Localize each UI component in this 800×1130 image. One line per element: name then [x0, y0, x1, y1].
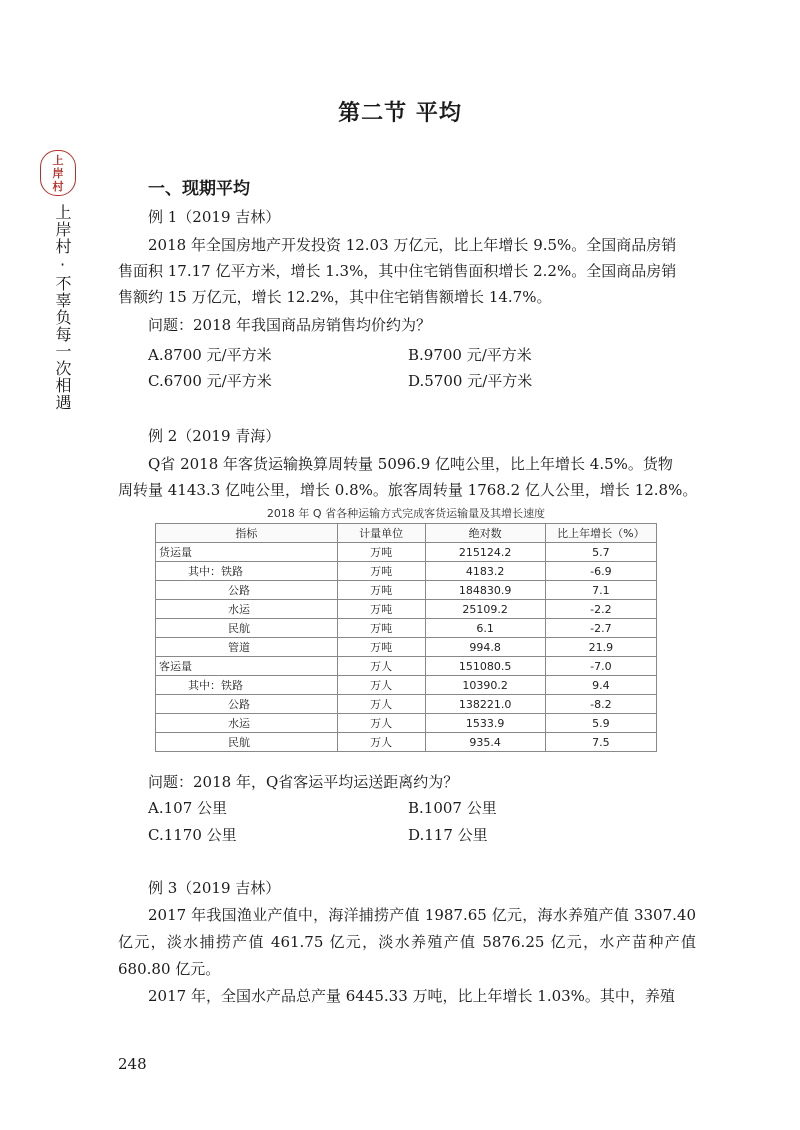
page-number: 248: [118, 1055, 147, 1073]
row-value: 6.1: [425, 619, 545, 638]
table-row: [156, 638, 657, 657]
seal-logo: [40, 150, 76, 196]
row-value: 215124.2: [425, 543, 545, 562]
row-name: 公路: [156, 581, 338, 600]
example-3-paragraph: 2017 年，全国水产品总产量 6445.33 万吨，比上年增长 1.03%。其中，养殖: [148, 987, 675, 1005]
table-row: [156, 562, 657, 581]
row-unit: 万人: [337, 733, 425, 752]
option-c: C.6700 元/平方米: [148, 372, 272, 390]
row-unit: 万吨: [337, 600, 425, 619]
table-header: 指标: [156, 524, 338, 543]
row-name: 水运: [156, 714, 338, 733]
table-row: [156, 714, 657, 733]
row-growth: 7.5: [545, 733, 656, 752]
row-name: 客运量: [156, 657, 338, 676]
row-name: 其中：铁路: [156, 676, 338, 695]
row-name: 公路: [156, 695, 338, 714]
row-unit: 万人: [337, 695, 425, 714]
example-1-question: 问题：2018 年我国商品房销售均价约为？: [148, 316, 431, 334]
table-row: [156, 543, 657, 562]
seal-char: 村: [52, 179, 64, 193]
example-2-line: Q省 2018 年客货运输换算周转量 5096.9 亿吨公里，比上年增长 4.5%。货物: [148, 455, 673, 473]
example-1-label: 例 1（2019 吉林）: [148, 208, 281, 226]
option-a: A.107 公里: [148, 799, 227, 817]
option-a: A.8700 元/平方米: [148, 346, 272, 364]
example-3-label: 例 3（2019 吉林）: [148, 879, 281, 897]
row-growth: -8.2: [545, 695, 656, 714]
example-3-paragraph: 2017 年我国渔业产值中，海洋捕捞产值 1987.65 亿元，海水养殖产值 3307.40 亿元，淡水捕捞产值 461.75 亿元，淡水养殖产值 5876.25 亿元，水产苗种产值 680.80 亿元。: [118, 906, 696, 978]
row-value: 25109.2: [425, 600, 545, 619]
example-2-question: 问题：2018 年，Q省客运平均运送距离约为？: [148, 773, 459, 791]
option-b: B.9700 元/平方米: [408, 346, 532, 364]
example-1-line: 售面积 17.17 亿平方米，增长 1.3%，其中住宅销售面积增长 2.2%。全国商品房销: [118, 262, 677, 280]
row-growth: 9.4: [545, 676, 656, 695]
example-2-label: 例 2（2019 青海）: [148, 427, 281, 445]
page-title: 第二节 平均: [338, 101, 462, 126]
row-growth: -2.2: [545, 600, 656, 619]
row-unit: 万人: [337, 714, 425, 733]
row-growth: -2.7: [545, 619, 656, 638]
row-value: 10390.2: [425, 676, 545, 695]
sidebar-slogan: 上岸村·不辜负每一次相遇: [53, 204, 72, 411]
row-unit: 万吨: [337, 619, 425, 638]
option-d: D.5700 元/平方米: [408, 372, 533, 390]
row-unit: 万人: [337, 657, 425, 676]
row-name: 其中：铁路: [156, 562, 338, 581]
row-growth: -6.9: [545, 562, 656, 581]
row-value: 935.4: [425, 733, 545, 752]
option-d: D.117 公里: [408, 826, 488, 844]
table-header-row: [156, 524, 657, 543]
table-row: [156, 733, 657, 752]
row-growth: -7.0: [545, 657, 656, 676]
row-value: 151080.5: [425, 657, 545, 676]
row-unit: 万吨: [337, 562, 425, 581]
row-growth: 5.7: [545, 543, 656, 562]
table-row: [156, 695, 657, 714]
transport-table: [155, 523, 657, 752]
example-2-line: 周转量 4143.3 亿吨公里，增长 0.8%。旅客周转量 1768.2 亿人公里，增长 12.8%。: [118, 481, 698, 499]
table-header: 计量单位: [337, 524, 425, 543]
row-name: 民航: [156, 733, 338, 752]
example-1-line: 2018 年全国房地产开发投资 12.03 万亿元，比上年增长 9.5%。全国商品房销: [148, 236, 677, 254]
table-caption: 2018 年 Q 省各种运输方式完成客货运输量及其增长速度: [266, 507, 546, 520]
row-unit: 万人: [337, 676, 425, 695]
row-growth: 7.1: [545, 581, 656, 600]
row-growth: 21.9: [545, 638, 656, 657]
row-value: 4183.2: [425, 562, 545, 581]
table-header: 绝对数: [425, 524, 545, 543]
row-value: 138221.0: [425, 695, 545, 714]
table-row: [156, 657, 657, 676]
example-1-line: 售额约 15 万亿元，增长 12.2%，其中住宅销售额增长 14.7%。: [118, 288, 552, 306]
row-value: 994.8: [425, 638, 545, 657]
row-name: 货运量: [156, 543, 338, 562]
row-name: 水运: [156, 600, 338, 619]
row-name: 民航: [156, 619, 338, 638]
row-unit: 万吨: [337, 543, 425, 562]
row-value: 1533.9: [425, 714, 545, 733]
seal-char: 岸: [52, 166, 64, 180]
row-value: 184830.9: [425, 581, 545, 600]
table-row: [156, 676, 657, 695]
row-unit: 万吨: [337, 581, 425, 600]
option-b: B.1007 公里: [408, 799, 497, 817]
row-growth: 5.9: [545, 714, 656, 733]
row-unit: 万吨: [337, 638, 425, 657]
sidebar-brand: [40, 150, 80, 411]
table-row: [156, 581, 657, 600]
table-row: [156, 619, 657, 638]
section-heading: 一、现期平均: [148, 179, 250, 199]
option-c: C.1170 公里: [148, 826, 237, 844]
seal-char: 上: [52, 153, 64, 167]
row-name: 管道: [156, 638, 338, 657]
table-header: 比上年增长（%）: [545, 524, 656, 543]
table-row: [156, 600, 657, 619]
